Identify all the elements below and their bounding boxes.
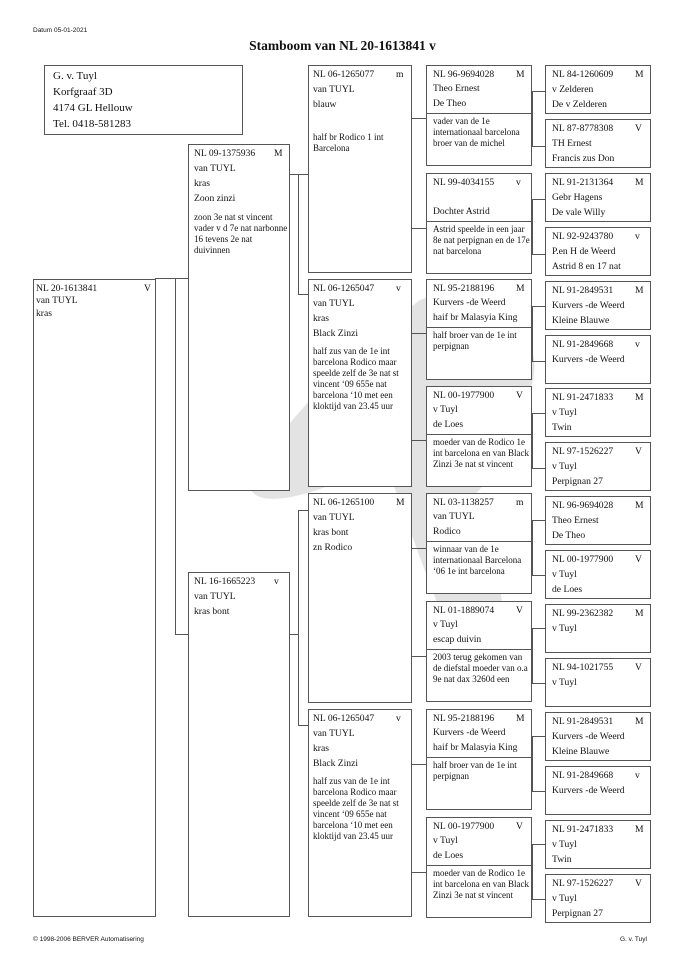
g3-note: half broer van de 1e int perpignan [433,330,517,351]
mm-ring: NL 06-1265047 [313,713,375,724]
g4-sex: V [635,877,642,889]
g3-sex: M [516,283,525,294]
g3-ring: NL 03-1138257 [433,497,494,508]
g4-sex: M [635,715,644,727]
father-ring: NL 09-1375936 [194,148,256,159]
g4-ring: NL 92-9243780 [552,230,614,242]
g3-line2: De Theo [433,98,467,109]
subject-ring: NL 20-1613841 [36,283,98,294]
g3-line1: Kurvers -de Weerd [433,297,506,308]
g3-sex: M [516,69,525,80]
g3-note: vader van de 1e internationaal barcelona broer van de michel [433,116,520,148]
g4-ring: NL 91-2471833 [552,823,614,835]
g4-ring: NL 87-8778308 [552,122,614,134]
g4-ring: NL 96-9694028 [552,500,614,512]
g4-line2: Perpignan 27 [552,476,603,488]
date-label: Datum 05-01-2021 [33,27,88,34]
g4-box [545,766,651,815]
g3-line2: haif br Malasyia King [433,742,518,753]
g3-line1: van TUYL [433,511,475,522]
g3-box [426,709,532,810]
g4-line1: TH Ernest [552,137,592,149]
g4-line2: de Loes [552,584,583,596]
gf-mf-box [308,493,412,703]
g3-box [426,386,532,487]
father-color: kras [194,178,210,189]
owner-city: 4174 GL Hellouw [53,102,133,114]
g4-line2: Twin [552,853,572,865]
g3-line2: de Loes [433,419,464,430]
g4-line1: v Tuyl [552,676,577,688]
g3-line2: de Loes [433,850,464,861]
father-owner: van TUYL [194,163,236,174]
g3-line2: Rodico [433,526,461,537]
g3-box [426,817,532,918]
owner-phone: Tel. 0418-581283 [53,118,132,130]
subject-color: kras [36,308,52,319]
fm-name: Black Zinzi [313,328,359,339]
g3-ring: NL 96-9694028 [433,69,495,80]
g4-line1: v Tuyl [552,461,577,473]
g3-line2: Dochter Astrid [433,206,490,217]
g4-line1: Kurvers -de Weerd [552,353,625,365]
g4-line2: De vale Willy [552,206,606,218]
g4-box [545,335,651,384]
g4-ring: NL 91-2849668 [552,338,614,350]
mm-sex: v [396,713,401,724]
fm-note: half zus van de 1e int barcelona Rodico maar speelde zelf de 3e nat st vincent ‘09 655e nat barcelona ‘10 met een kloktijd van 23.45 uur [313,346,399,411]
g4-line2: Kleine Blauwe [552,314,610,326]
g4-sex: M [635,176,644,188]
fm-color: kras [313,313,329,324]
g4-line2: De Theo [552,530,586,542]
subject-owner: van TUYL [36,295,78,306]
g3-line2: escap duivin [433,634,482,645]
g4-line1: Kurvers -de Weerd [552,299,625,311]
gf-mm-box [308,709,412,917]
g3-line1: v Tuyl [433,835,458,846]
footer-owner: G. v. Tuyl [620,936,647,943]
fm-owner: van TUYL [313,298,355,309]
footer-copyright: © 1998-2006 BERVER Automatisering [33,936,144,943]
g4-sex: M [635,608,644,619]
g4-sex: V [635,554,642,566]
fm-sex: v [396,283,401,294]
ff-color: blauw [313,99,337,110]
g4-line1: Kurvers -de Weerd [552,784,625,796]
g4-line1: v Tuyl [552,407,577,419]
g4-box [545,496,651,545]
g3-box [426,279,532,380]
g3-box [426,173,532,274]
g3-note: moeder van de Rodico 1e int barcelona en van Black Zinzi 3e nat st vincent [433,437,529,469]
g3-note: Astrid speelde in een jaar 8e nat perpignan en de 17e nat barcelona [433,224,530,256]
father-note: zoon 3e nat st vincent vader v d 7e nat narbonne 16 tevens 2e nat duivinnen [194,212,288,255]
g4-ring: NL 97-1526227 [552,877,614,889]
g3-line1: v Tuyl [433,404,458,415]
g4-ring: NL 91-2131364 [552,176,614,188]
g4-box [545,820,651,869]
gf-ff-box [308,65,412,273]
g4-sex: M [635,284,644,296]
g4-box [545,874,651,923]
g4-sex: V [635,122,642,134]
subject-sex: V [144,283,151,294]
g3-box [426,601,532,702]
mm-owner: van TUYL [313,728,355,739]
g3-note: half broer van de 1e int perpignan [433,760,517,781]
g4-box [545,388,651,437]
g3-sex: V [516,390,523,401]
g4-box [545,227,651,276]
mother-color: kras bont [194,606,230,617]
g4-box [545,712,651,761]
ff-ring: NL 06-1265077 [313,69,375,80]
g4-line2: Kleine Blauwe [552,745,610,757]
mother-owner: van TUYL [194,591,236,602]
g4-line1: Gebr Hagens [552,191,603,203]
owner-street: Korfgraaf 3D [53,86,113,98]
g4-box [545,442,651,491]
mother-ring: NL 16-1665223 [194,576,256,587]
g4-ring: NL 99-2362382 [552,608,614,619]
g4-ring: NL 91-2849668 [552,769,614,781]
g4-sex: v [635,230,640,242]
g4-line1: v Zelderen [552,84,594,95]
g3-sex: V [516,821,523,832]
g4-ring: NL 00-1977900 [552,554,614,566]
mf-name: zn Rodico [313,542,353,553]
g3-sex: M [516,713,525,724]
g3-line1: v Tuyl [433,619,458,630]
g4-box [545,550,651,599]
g3-ring: NL 99-4034155 [433,177,495,188]
g3-note: 2003 terug gekomen van de diefstal moeder van o.a 9e nat dax 3260d een [433,652,528,684]
g4-ring: NL 84-1260609 [552,69,614,80]
owner-name: G. v. Tuyl [53,70,97,82]
g3-line2: haif br Malasyia King [433,312,518,323]
g3-ring: NL 01-1889074 [433,605,495,616]
g4-sex: v [635,769,640,781]
g4-ring: NL 97-1526227 [552,446,614,458]
g3-ring: NL 00-1977900 [433,821,495,832]
g4-box [545,119,651,168]
g3-box [426,493,532,594]
ff-owner: van TUYL [313,84,355,95]
mf-sex: M [396,497,405,508]
g3-line1: Kurvers -de Weerd [433,727,506,738]
g4-sex: M [635,500,644,512]
ff-sex: m [396,69,404,80]
g3-note: moeder van de Rodico 1e int barcelona en van Black Zinzi 3e nat st vincent [433,868,529,900]
g4-line1: v Tuyl [552,892,577,904]
mm-color: kras [313,743,329,754]
father-name: Zoon zinzi [194,193,236,204]
g4-sex: v [635,338,640,350]
page-title: Stamboom van NL 20-1613841 v [249,38,436,53]
g4-sex: M [635,69,644,80]
g3-ring: NL 95-2188196 [433,283,495,294]
ff-note: half br Rodico 1 int Barcelona [313,132,384,153]
g4-line1: Theo Ernest [552,515,599,527]
g4-line1: v Tuyl [552,623,577,634]
gf-fm-box [308,279,412,487]
g3-sex: v [516,177,521,188]
g3-ring: NL 95-2188196 [433,713,495,724]
mother-box [188,572,290,917]
g4-line2: Twin [552,422,572,434]
mm-name: Black Zinzi [313,758,359,769]
g3-sex: m [516,497,524,508]
g4-box [545,604,651,653]
g4-line2: Perpignan 27 [552,907,603,919]
subject-box [33,279,156,917]
father-sex: M [274,148,283,159]
g4-box [545,65,651,114]
g3-note: winnaar van de 1e internationaal Barcelona ‘06 1e int barcelona [433,544,522,576]
mf-owner: van TUYL [313,512,355,523]
mf-color: kras bont [313,527,349,538]
mf-ring: NL 06-1265100 [313,497,375,508]
mother-sex: v [274,576,279,587]
mm-note: half zus van de 1e int barcelona Rodico maar speelde zelf de 3e nat st vincent ‘09 655e nat barcelona ‘10 met een kloktijd van 23.45 uur [313,776,399,841]
g4-box [545,658,651,707]
g4-line1: v Tuyl [552,838,577,850]
g4-ring: NL 94-1021755 [552,661,614,673]
g3-ring: NL 00-1977900 [433,390,495,401]
g3-line1: Theo Ernest [433,83,480,94]
g3-box [426,65,532,166]
g4-ring: NL 91-2471833 [552,392,614,404]
owner-box [44,65,243,135]
g4-line1: Kurvers -de Weerd [552,730,625,742]
g4-line2: Astrid 8 en 17 nat [552,260,621,272]
father-box [188,144,290,491]
g4-sex: V [635,661,642,673]
g4-sex: M [635,823,644,835]
g4-sex: V [635,446,642,458]
g4-sex: M [635,392,644,404]
g3-sex: V [516,605,523,616]
g4-ring: NL 91-2849531 [552,715,614,727]
g4-box [545,173,651,222]
g4-line2: Francis zus Don [552,152,615,164]
g4-ring: NL 91-2849531 [552,284,614,296]
g4-line1: P.en H de Weerd [552,245,616,257]
g4-line2: De v Zelderen [552,99,607,110]
g4-box [545,281,651,330]
g4-line1: v Tuyl [552,569,577,581]
fm-ring: NL 06-1265047 [313,283,375,294]
